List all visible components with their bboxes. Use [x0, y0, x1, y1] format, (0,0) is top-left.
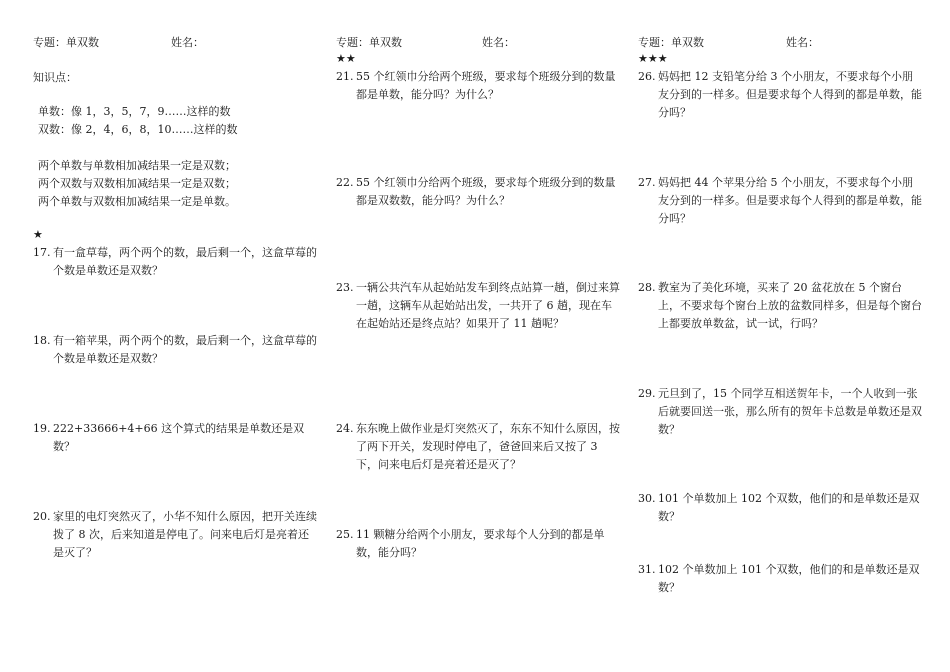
question-text: 元旦到了，15 个同学互相送贺年卡，一个人收到一张后就要回送一张，那么所有的贺年卡总数是单数还是双数？ — [658, 387, 922, 436]
question-number: 21. — [336, 70, 354, 83]
question-item — [33, 420, 318, 456]
question-item — [638, 174, 923, 228]
question-number: 17. — [33, 246, 51, 259]
question-item — [638, 490, 923, 526]
knowledge-title: 知识点： — [33, 71, 77, 84]
definition-even: 双数：像 2，4，6，8，10……这样的数 — [38, 123, 238, 136]
question-number: 28. — [638, 281, 656, 294]
question-number: 19. — [33, 422, 51, 435]
name-label: 姓名： — [171, 36, 204, 49]
question-number: 29. — [638, 387, 656, 400]
question-text: 55 个红领巾分给两个班级，要求每个班级分到的数量都是单数，能分吗？为什么？ — [356, 70, 616, 101]
question-number: 30. — [638, 492, 656, 505]
question-item — [638, 68, 923, 122]
difficulty-stars: ★★★ — [638, 52, 668, 65]
topic-label: 专题：单双数 — [33, 36, 99, 49]
question-item — [638, 279, 923, 333]
question-item — [336, 420, 621, 474]
question-text: 妈妈把 12 支铅笔分给 3 个小朋友，不要求每个小朋友分到的一样多。但是要求每个人得到的都是单数，能分吗？ — [658, 70, 922, 119]
question-text: 教室为了美化环境，买来了 20 盆花放在 5 个窗台上，不要求每个窗台上放的盆数同样多，但是每个窗台上都要放单数盆，试一试，行吗？ — [658, 281, 922, 330]
question-text: 101 个单数加上 102 个双数，他们的和是单数还是双数？ — [658, 492, 920, 523]
question-number: 18. — [33, 334, 51, 347]
question-item — [33, 332, 318, 368]
definition-odd: 单数：像 1，3，5，7，9……这样的数 — [38, 105, 231, 118]
question-number: 27. — [638, 176, 656, 189]
question-number: 24. — [336, 422, 354, 435]
question-text: 11 颗糖分给两个小朋友，要求每个人分到的都是单数，能分吗？ — [356, 528, 605, 559]
rules — [38, 157, 236, 211]
question-text: 102 个单数加上 101 个双数，他们的和是单数还是双数？ — [658, 563, 920, 594]
question-number: 25. — [336, 528, 354, 541]
question-text: 一辆公共汽车从起始站发车到终点站算一趟，倒过来算一趟，这辆车从起始站出发，一共开了 6 趟，现在车在起始站还是终点站？如果开了 11 趟呢？ — [356, 281, 620, 330]
question-text: 家里的电灯突然灭了，小华不知什么原因，把开关连续拨了 8 次，后来知道是停电了。问来电后灯是亮着还是灭了？ — [53, 510, 317, 559]
question-item — [336, 526, 621, 562]
question-item — [336, 279, 621, 333]
question-number: 20. — [33, 510, 51, 523]
question-item — [33, 508, 318, 562]
difficulty-stars: ★ — [33, 228, 43, 241]
question-item — [638, 385, 923, 439]
topic-label: 专题：单双数 — [336, 36, 402, 49]
rule-item: 两个单数与单数相加减结果一定是双数； — [38, 159, 236, 172]
rule-item: 两个双数与双数相加减结果一定是双数； — [38, 177, 236, 190]
rule-item: 两个单数与双数相加减结果一定是单数。 — [38, 195, 236, 208]
question-number: 22. — [336, 176, 354, 189]
definitions — [38, 103, 238, 139]
question-number: 23. — [336, 281, 354, 294]
topic-label: 专题：单双数 — [638, 36, 704, 49]
name-label: 姓名： — [482, 36, 515, 49]
name-label: 姓名： — [786, 36, 819, 49]
question-text: 55 个红领巾分给两个班级，要求每个班级分到的数量都是双数数，能分吗？为什么？ — [356, 176, 616, 207]
question-number: 31. — [638, 563, 656, 576]
question-text: 有一箱苹果，两个两个的数，最后剩一个，这盒草莓的个数是单数还是双数？ — [53, 334, 317, 365]
question-item — [336, 174, 621, 210]
difficulty-stars: ★★ — [336, 52, 356, 65]
question-item — [33, 244, 318, 280]
question-item — [336, 68, 621, 104]
question-number: 26. — [638, 70, 656, 83]
question-text: 222+33666+4+66 这个算式的结果是单数还是双数？ — [53, 422, 305, 453]
question-text: 妈妈把 44 个苹果分给 5 个小朋友，不要求每个小朋友分到的一样多。但是要求每个人得到的都是单数，能分吗？ — [658, 176, 922, 225]
question-item — [638, 561, 923, 597]
question-text: 有一盒草莓，两个两个的数，最后剩一个，这盒草莓的个数是单数还是双数？ — [53, 246, 317, 277]
question-text: 东东晚上做作业是灯突然灭了，东东不知什么原因，按了两下开关，发现时停电了，爸爸回来后又按了 3 下，问来电后灯是亮着还是灭了？ — [356, 422, 620, 471]
